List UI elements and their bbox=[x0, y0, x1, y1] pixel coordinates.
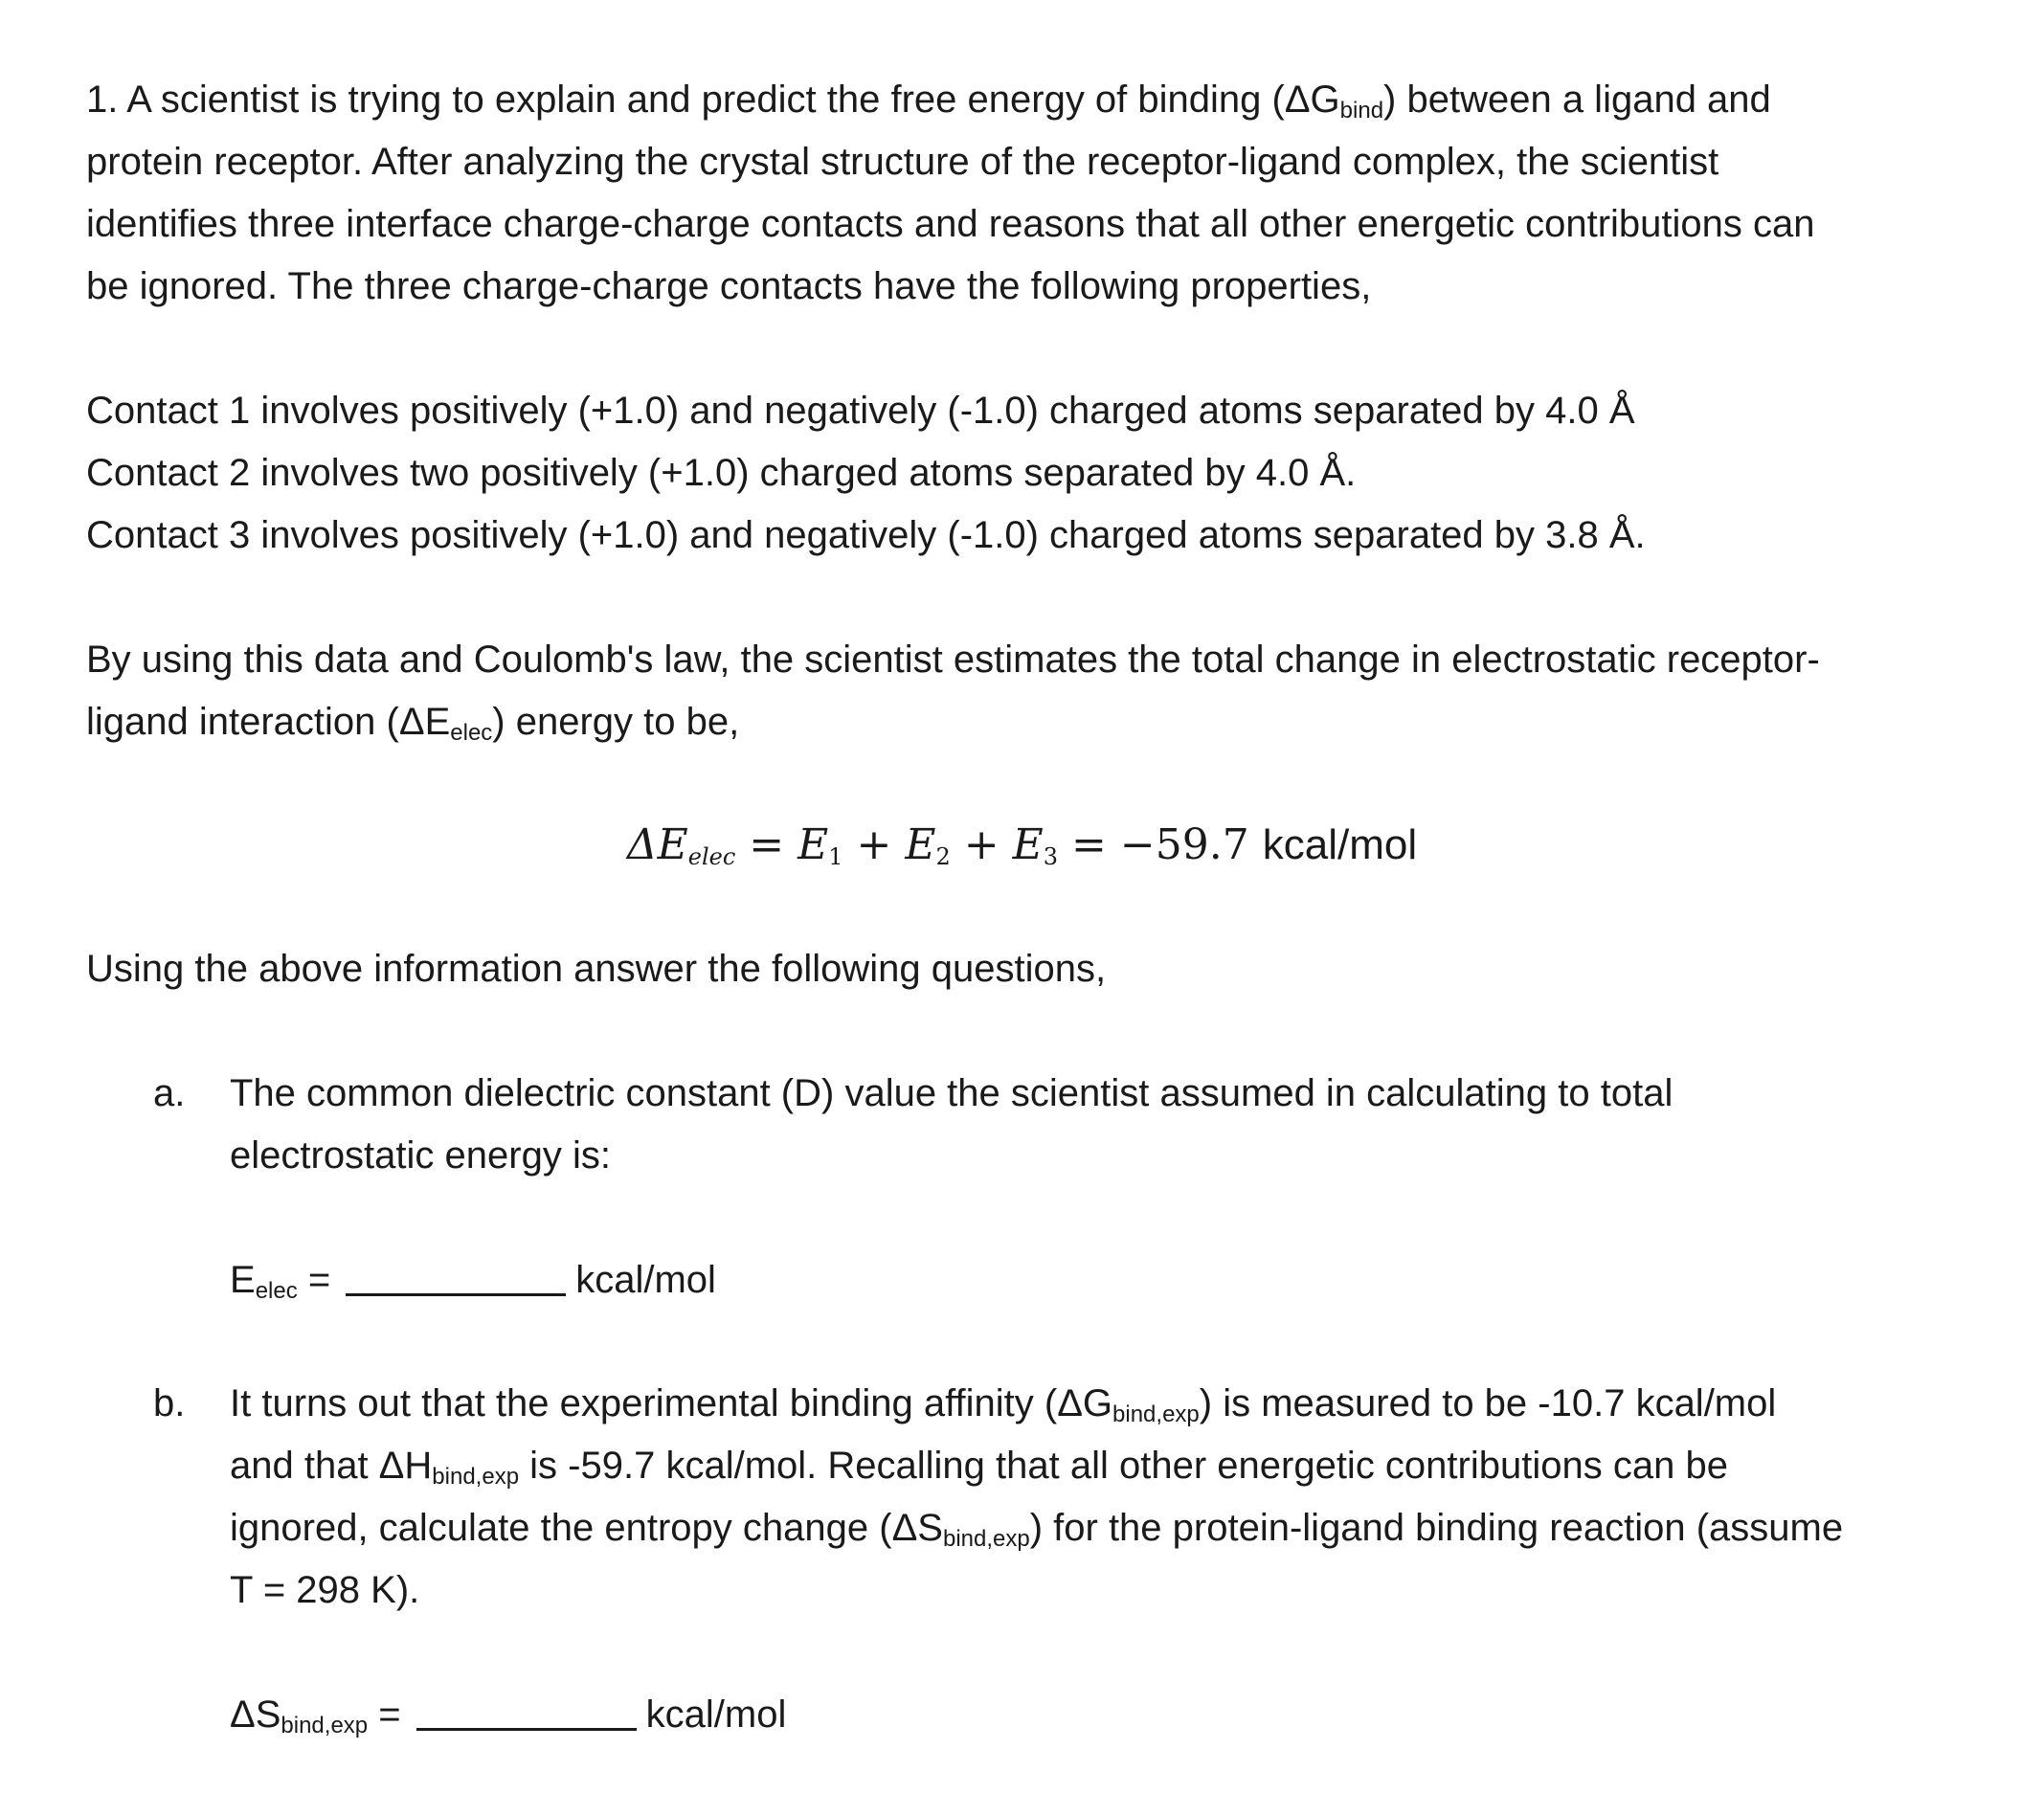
answer-blank-b[interactable] bbox=[416, 1690, 637, 1731]
contact-1: Contact 1 involves positively (+1.0) and negatively (-1.0) charged atoms separated by 4.0 Å bbox=[86, 390, 1635, 432]
intro-line-2: protein receptor. After analyzing the crystal structure of the receptor-ligand complex, the scientist bbox=[86, 141, 1719, 183]
contact-2: Contact 2 involves two positively (+1.0) charged atoms separated by 4.0 Å. bbox=[86, 452, 1357, 494]
part-b-line-2: and that $\Delta H_{bind,exp}$ is -59.7 kcal/mol. Recalling that all other energetic contributions can be bbox=[230, 1445, 1728, 1490]
energy-equation: $\Delta E_{elec} = E_1 + E_2 + E_3 = -59.7$ kcal/mol bbox=[626, 820, 1418, 870]
intro-line-1: 1. A scientist is trying to explain and predict the free energy of binding $(\Delta G_{bind})$ between a ligand and bbox=[86, 78, 1771, 123]
instructions-line: Using the above information answer the following questions, bbox=[86, 948, 1107, 990]
part-a-label: a. bbox=[153, 1072, 186, 1114]
part-b-answer: $\Delta S_{bind,exp}$ = kcal/mol bbox=[230, 1684, 786, 1745]
part-b-label: b. bbox=[153, 1382, 186, 1424]
contact-3: Contact 3 involves positively (+1.0) and negatively (-1.0) charged atoms separated by 3.8 Å. bbox=[86, 514, 1646, 556]
intro-line-3: identifies three interface charge-charge contacts and reasons that all other energetic contributions can bbox=[86, 203, 1815, 245]
question-number: 1. bbox=[86, 78, 119, 121]
part-b-line-1: It turns out that the experimental binding affinity $(\Delta G_{bind,exp})$ is measured to be -10.7 kcal/mol bbox=[230, 1382, 1777, 1427]
part-a-answer: $E_{elec}$ = kcal/mol bbox=[230, 1249, 716, 1311]
part-a-line-2: electrostatic energy is: bbox=[230, 1134, 611, 1177]
answer-blank-a[interactable] bbox=[346, 1255, 566, 1296]
coulomb-line-2: ligand interaction $(\Delta E_{elec})$ energy to be, bbox=[86, 701, 740, 746]
coulomb-line-1: By using this data and Coulomb's law, the scientist estimates the total change in electrostatic receptor- bbox=[86, 639, 1820, 681]
part-a-line-1: The common dielectric constant (D) value the scientist assumed in calculating to total bbox=[230, 1072, 1673, 1114]
intro-line-4: be ignored. The three charge-charge contacts have the following properties, bbox=[86, 265, 1372, 307]
part-b-line-3: ignored, calculate the entropy change $(\Delta S_{bind,exp})$ for the protein-ligand binding reaction (assume bbox=[230, 1507, 1844, 1552]
part-b-line-4: T = 298 K). bbox=[230, 1569, 420, 1611]
